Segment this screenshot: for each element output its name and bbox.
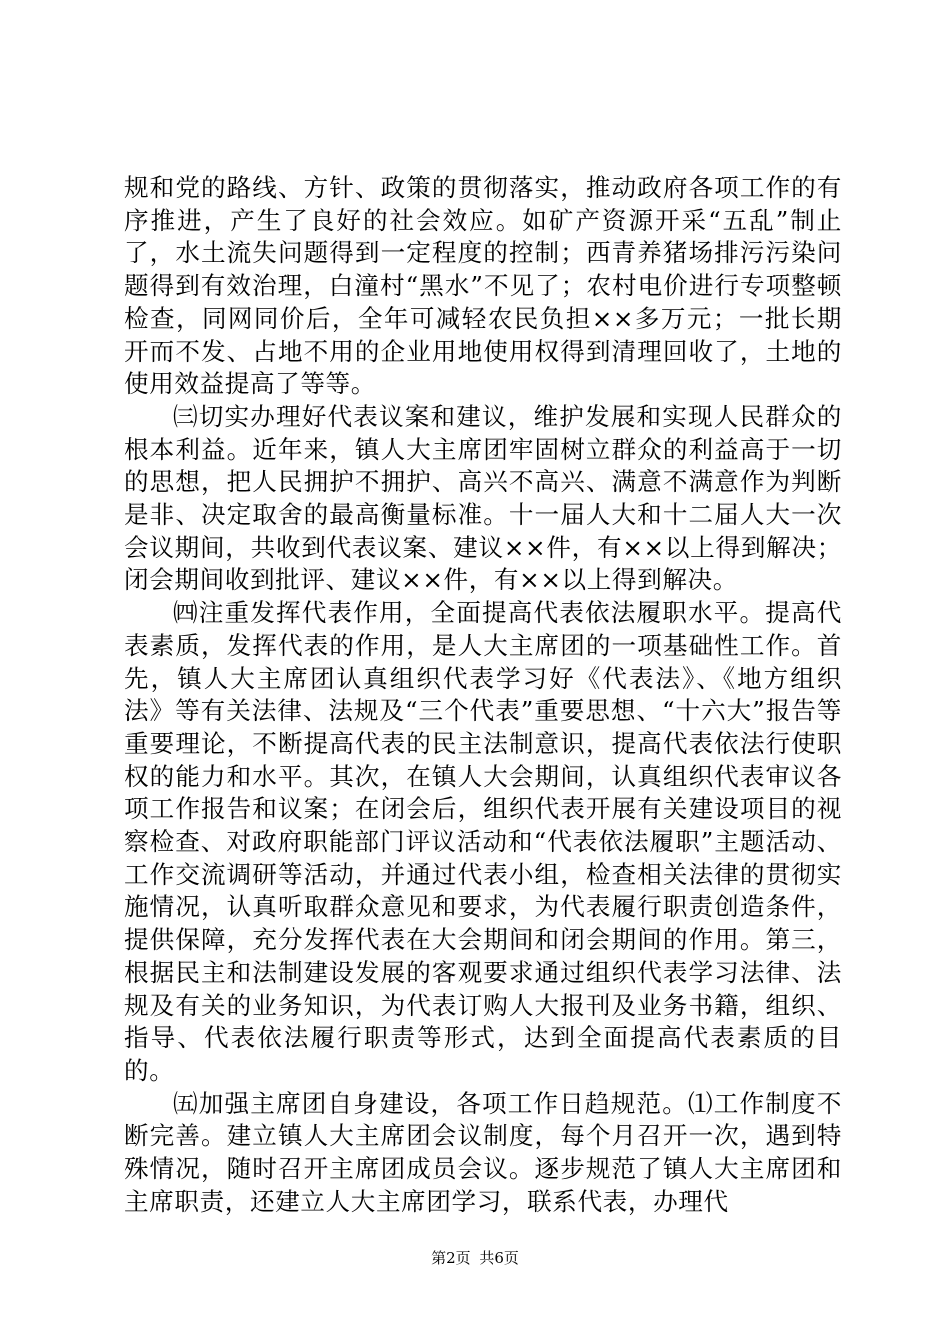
paragraph-section-4: ㈣注重发挥代表作用，全面提高代表依法履职水平。提高代表素质，发挥代表的作用，是人大主席团的一项基础性工作。首先，镇人大主席团认真组织代表学习好《代表法》、《地方组织法》等有关法律、法规及“三个代表”重要思想、“十六大”报告等重要理论，不断提高代表的民主法制意识，提高代表依法行使职权的能力和水平。其次，在镇人大会期间，认真组织代表审议各项工作报告和议案；在闭会后，组织代表开展有关建设项目的视察检查、对政府职能部门评议活动和“代表依法履职”主题活动、工作交流调研等活动，并通过代表小组，检查相关法律的贯彻实施情况，认真听取群众意见和要求，为代表履行职责创造条件，提供保障，充分发挥代表在大会期间和闭会期间的作用。第三，根据民主和法制建设发展的客观要求通过组织代表学习法律、法规及有关的业务知识，为代表订购人大报刊及业务书籍，组织、指导、代表依法履行职责等形式，达到全面提高代表素质的目的。 <box>124 598 842 1085</box>
page-number: 第2页 <box>431 1249 471 1267</box>
paragraph-section-5: ㈤加强主席团自身建设，各项工作日趋规范。⑴工作制度不断完善。建立镇人大主席团会议制度，每个月召开一次，遇到特殊情况，随时召开主席团成员会议。逐步规范了镇人大主席团和主席职责，还建立人大主席团学习，联系代表，办理代 <box>124 1088 842 1216</box>
paragraph-section-3: ㈢切实办理好代表议案和建议，维护发展和实现人民群众的根本利益。近年来，镇人大主席团牢固树立群众的利益高于一切的思想，把人民拥护不拥护、高兴不高兴、满意不满意作为判断是非、决定取舍的最高衡量标准。十一届人大和十二届人大一次会议期间，共收到代表议案、建议××件，有××以上得到解决；闭会期间收到批评、建议××件，有××以上得到解决。 <box>124 401 842 595</box>
page-total: 共6页 <box>479 1249 519 1267</box>
paragraph-continuation: 规和党的路线、方针、政策的贯彻落实，推动政府各项工作的有序推进，产生了良好的社会效应。如矿产资源开采“五乱”制止了，水土流失问题得到一定程度的控制；西青养猪场排污污染问题得到有效治理，白潼村“黑水”不见了；农村电价进行专项整顿检查，同网同价后，全年可减轻农民负担××多万元；一批长期开而不发、占地不用的企业用地使用权得到清理回收了，土地的使用效益提高了等等。 <box>124 173 842 399</box>
document-body <box>124 172 842 1219</box>
page-footer <box>0 1248 950 1268</box>
